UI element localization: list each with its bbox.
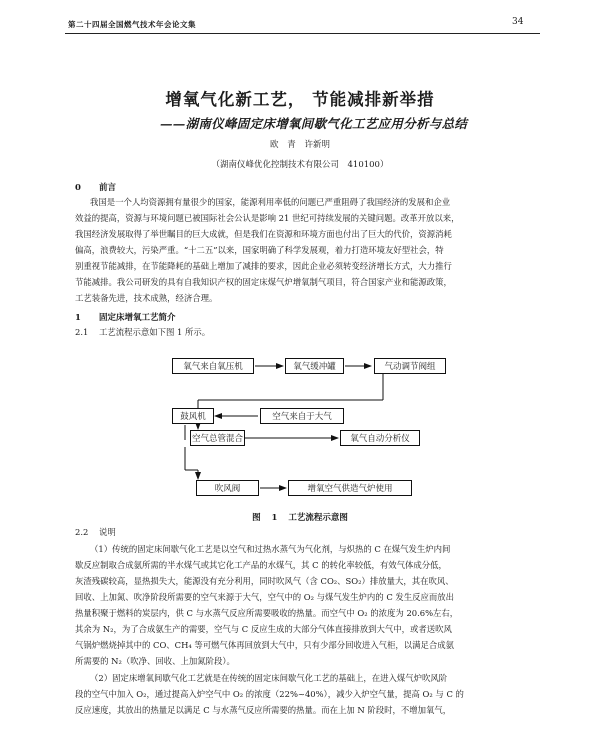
page-number: 34 [512, 17, 524, 27]
authors: 欧 青 许新明 [270, 140, 330, 150]
desc-line: 所需要的 N₂（吹净、回收、上加氮阶段）。 [75, 656, 235, 666]
intro-line: 工艺装备先进，技术成熟，经济合理。 [75, 293, 218, 303]
section-title: 前言 [99, 183, 117, 193]
desc-line: 反应速度，其放出的热量足以满足 C 与水蒸气反应所需要的热量。而在上加 N 阶段时，不增加氧气， [75, 705, 452, 715]
box-oxygen-source: 氧气来自氧压机 [172, 358, 254, 374]
paper-subtitle: ——湖南仪峰固定床增氧间歇气化工艺应用分析与总结 [160, 116, 468, 131]
intro-line: 我国经济发展取得了举世瞩目的巨大成就，但是我们在资源和环境方面也付出了巨大的代价，资源消耗 [75, 229, 452, 239]
box-enriched-supply: 增氧空气供造气炉使用 [288, 480, 412, 496]
desc-line: 歇反应制取合成氨所需的半水煤气或其它化工产品的水煤气，其 C 的转化率较低，有效气体成分低， [75, 560, 447, 570]
intro-line: 效益的提高，资源与环境问题已被国际社会公认是影响 21 世纪可持续发展的关键问题。改革开放以来， [75, 213, 460, 223]
section-heading-overview [75, 311, 176, 323]
desc-line: 回收、上加氮、吹净阶段所需要的空气来源于大气，空气中的 O₂ 与煤气发生炉内的 C 发生反应而放出 [75, 592, 455, 602]
desc-line: 气锅炉燃烧掉其中的 CO、CH₄ 等可燃气体再回放到大气中，只有少部分回收进入气柜，以满足合成氨 [75, 640, 455, 650]
box-oxygen-analyzer: 氧气自动分析仪 [340, 430, 420, 446]
section-2-2 [75, 528, 116, 536]
section-number: 1 [75, 313, 81, 323]
intro-line: 我国是一个人均资源拥有量很少的国家，能源利用率低的问题已严重阻碍了我国经济的发展和企业 [90, 197, 451, 207]
section-text: 工艺流程示意如下图 1 所示。 [99, 327, 211, 337]
desc-line: （1）传统的固定床间歇气化工艺是以空气和过热水蒸气为气化剂，与炽热的 C 在煤气发生炉内间 [90, 544, 451, 554]
running-header: 第二十四届全国燃气技术年会论文集 [68, 20, 196, 29]
figure-title: 工艺流程示意图 [288, 513, 348, 523]
paper-title: 增氧气化新工艺， 节能减排新举措 [165, 90, 435, 109]
figure-caption [0, 511, 600, 523]
section-number: 2.1 [75, 327, 89, 337]
desc-line: 灰渣残碳较高，显热损失大，能源没有充分利用，同时吹风气（含 CO₂、SO₂）排放量大，其在吹风、 [75, 576, 454, 586]
section-text: 说明 [99, 527, 116, 537]
affiliation: （湖南仪峰优化控制技术有限公司 410100） [211, 160, 389, 170]
desc-line: （2）固定床增氧间歇气化工艺就是在传统的固定床间歇气化工艺的基础上，在进入煤气炉吹风阶 [90, 673, 448, 683]
header-rule [65, 33, 540, 34]
figure-number: 图 1 [252, 513, 278, 523]
intro-line: 偏高，浪费较大，污染严重。“十二五”以来，国家明确了科学发展观，着力打造环境友好型社会，特 [75, 245, 444, 255]
box-pneumatic-valve: 气动调节阀组 [374, 358, 446, 374]
section-number: 2.2 [75, 527, 89, 537]
desc-line: 段的空气中加入 O₂，通过提高入炉空气中 O₂ 的浓度（22%~40%），减少入炉空气量，提高 O₂ 与 C 的 [75, 689, 464, 699]
desc-line: 热量积聚于燃料的炭层内，供 C 与水蒸气反应所需要吸收的热量。而空气中 O₂ 的浓度为 20.6%左右， [75, 608, 459, 618]
intro-line: 节能减排。我公司研发的具有自我知识产权的固定床煤气炉增氧制气项目，符合国家产业和能源政策， [75, 277, 452, 287]
box-blow-valve: 吹风阀 [196, 480, 259, 496]
box-blower: 鼓风机 [172, 408, 214, 424]
box-oxygen-buffer: 氧气缓冲罐 [285, 358, 344, 374]
section-title: 固定床增氧工艺简介 [99, 313, 176, 323]
box-air-source: 空气来自于大气 [260, 408, 344, 424]
section-number: 0 [75, 183, 81, 193]
desc-line: 其余为 N₂，为了合成氨生产的需要，空气与 C 反应生成的大部分气体直接排放到大气中，或者送吹风 [75, 624, 452, 634]
box-mixer: 空气总管混合 [190, 430, 245, 446]
section-heading-preface [75, 181, 116, 193]
intro-line: 别重视节能减排，在节能降耗的基础上增加了减排的要求，因此企业必须转变经济增长方式，大力推行 [75, 261, 452, 271]
section-2-1 [75, 328, 210, 336]
